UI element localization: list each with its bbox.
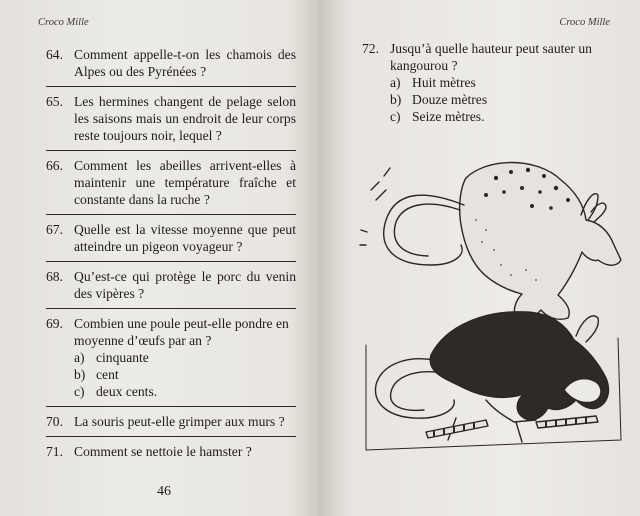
question-text: Comment les abeilles arrivent-elles à maintenir une température fraîche et constante dans la ruche ?: [74, 158, 296, 207]
question-number: 65.: [46, 94, 63, 109]
page-number: 46: [157, 484, 171, 499]
question-text: Jusqu’à quelle hauteur peut sauter un kangourou ?: [390, 41, 592, 73]
question-number: 69.: [46, 316, 63, 331]
kangaroo-illustration: [336, 150, 636, 460]
running-head: Croco Mille: [559, 17, 610, 28]
left-page: [0, 0, 318, 516]
answer-options: [74, 349, 296, 400]
question-text: Quelle est la vitesse moyenne que peut atteindre un pigeon voyageur ?: [74, 222, 296, 254]
option-letter: b): [390, 92, 402, 107]
option-text: deux cents.: [96, 384, 158, 399]
option-text: cinquante: [96, 350, 149, 365]
option-letter: a): [74, 350, 85, 365]
question-text: Combien une poule peut-elle pondre en moyenne d’œufs par an ?: [74, 316, 289, 348]
question-number: 71.: [46, 444, 63, 459]
question-71: [46, 437, 296, 466]
option-a: [390, 74, 612, 91]
question-number: 64.: [46, 47, 63, 62]
question-text: Qu’est-ce qui protège le porc du venin des vipères ?: [74, 269, 296, 301]
question-number: 70.: [46, 414, 63, 429]
question-number: 72.: [362, 41, 379, 56]
question-67: [46, 215, 296, 262]
option-c: [390, 108, 612, 125]
option-letter: b): [74, 367, 86, 382]
option-text: Huit mètres: [412, 75, 476, 90]
option-b: [74, 366, 296, 383]
option-c: [74, 383, 296, 400]
question-number: 67.: [46, 222, 63, 237]
question-72: [362, 40, 612, 125]
question-text: Comment se nettoie le hamster ?: [74, 444, 252, 459]
option-letter: a): [390, 75, 401, 90]
option-letter: c): [74, 384, 85, 399]
option-text: Seize mètres.: [412, 109, 485, 124]
option-text: cent: [96, 367, 119, 382]
question-number: 68.: [46, 269, 63, 284]
question-66: [46, 151, 296, 215]
question-64: [46, 40, 296, 87]
option-b: [390, 91, 612, 108]
option-text: Douze mètres: [412, 92, 488, 107]
question-body: [74, 315, 296, 400]
question-number: 66.: [46, 158, 63, 173]
question-69: [46, 309, 296, 407]
question-68: [46, 262, 296, 309]
question-list: [46, 40, 296, 466]
running-head: Croco Mille: [38, 17, 89, 28]
question-text: Les hermines changent de pelage selon les saisons mais un endroit de leur corps reste toujours noir, lequel ?: [74, 94, 296, 143]
right-page: [318, 0, 640, 516]
question-70: [46, 407, 296, 437]
option-letter: c): [390, 109, 401, 124]
answer-options: [362, 74, 612, 125]
question-65: [46, 87, 296, 151]
question-text: Comment appelle-t-on les chamois des Alpes ou des Pyrénées ?: [74, 47, 296, 79]
option-a: [74, 349, 296, 366]
question-text: La souris peut-elle grimper aux murs ?: [74, 414, 285, 429]
